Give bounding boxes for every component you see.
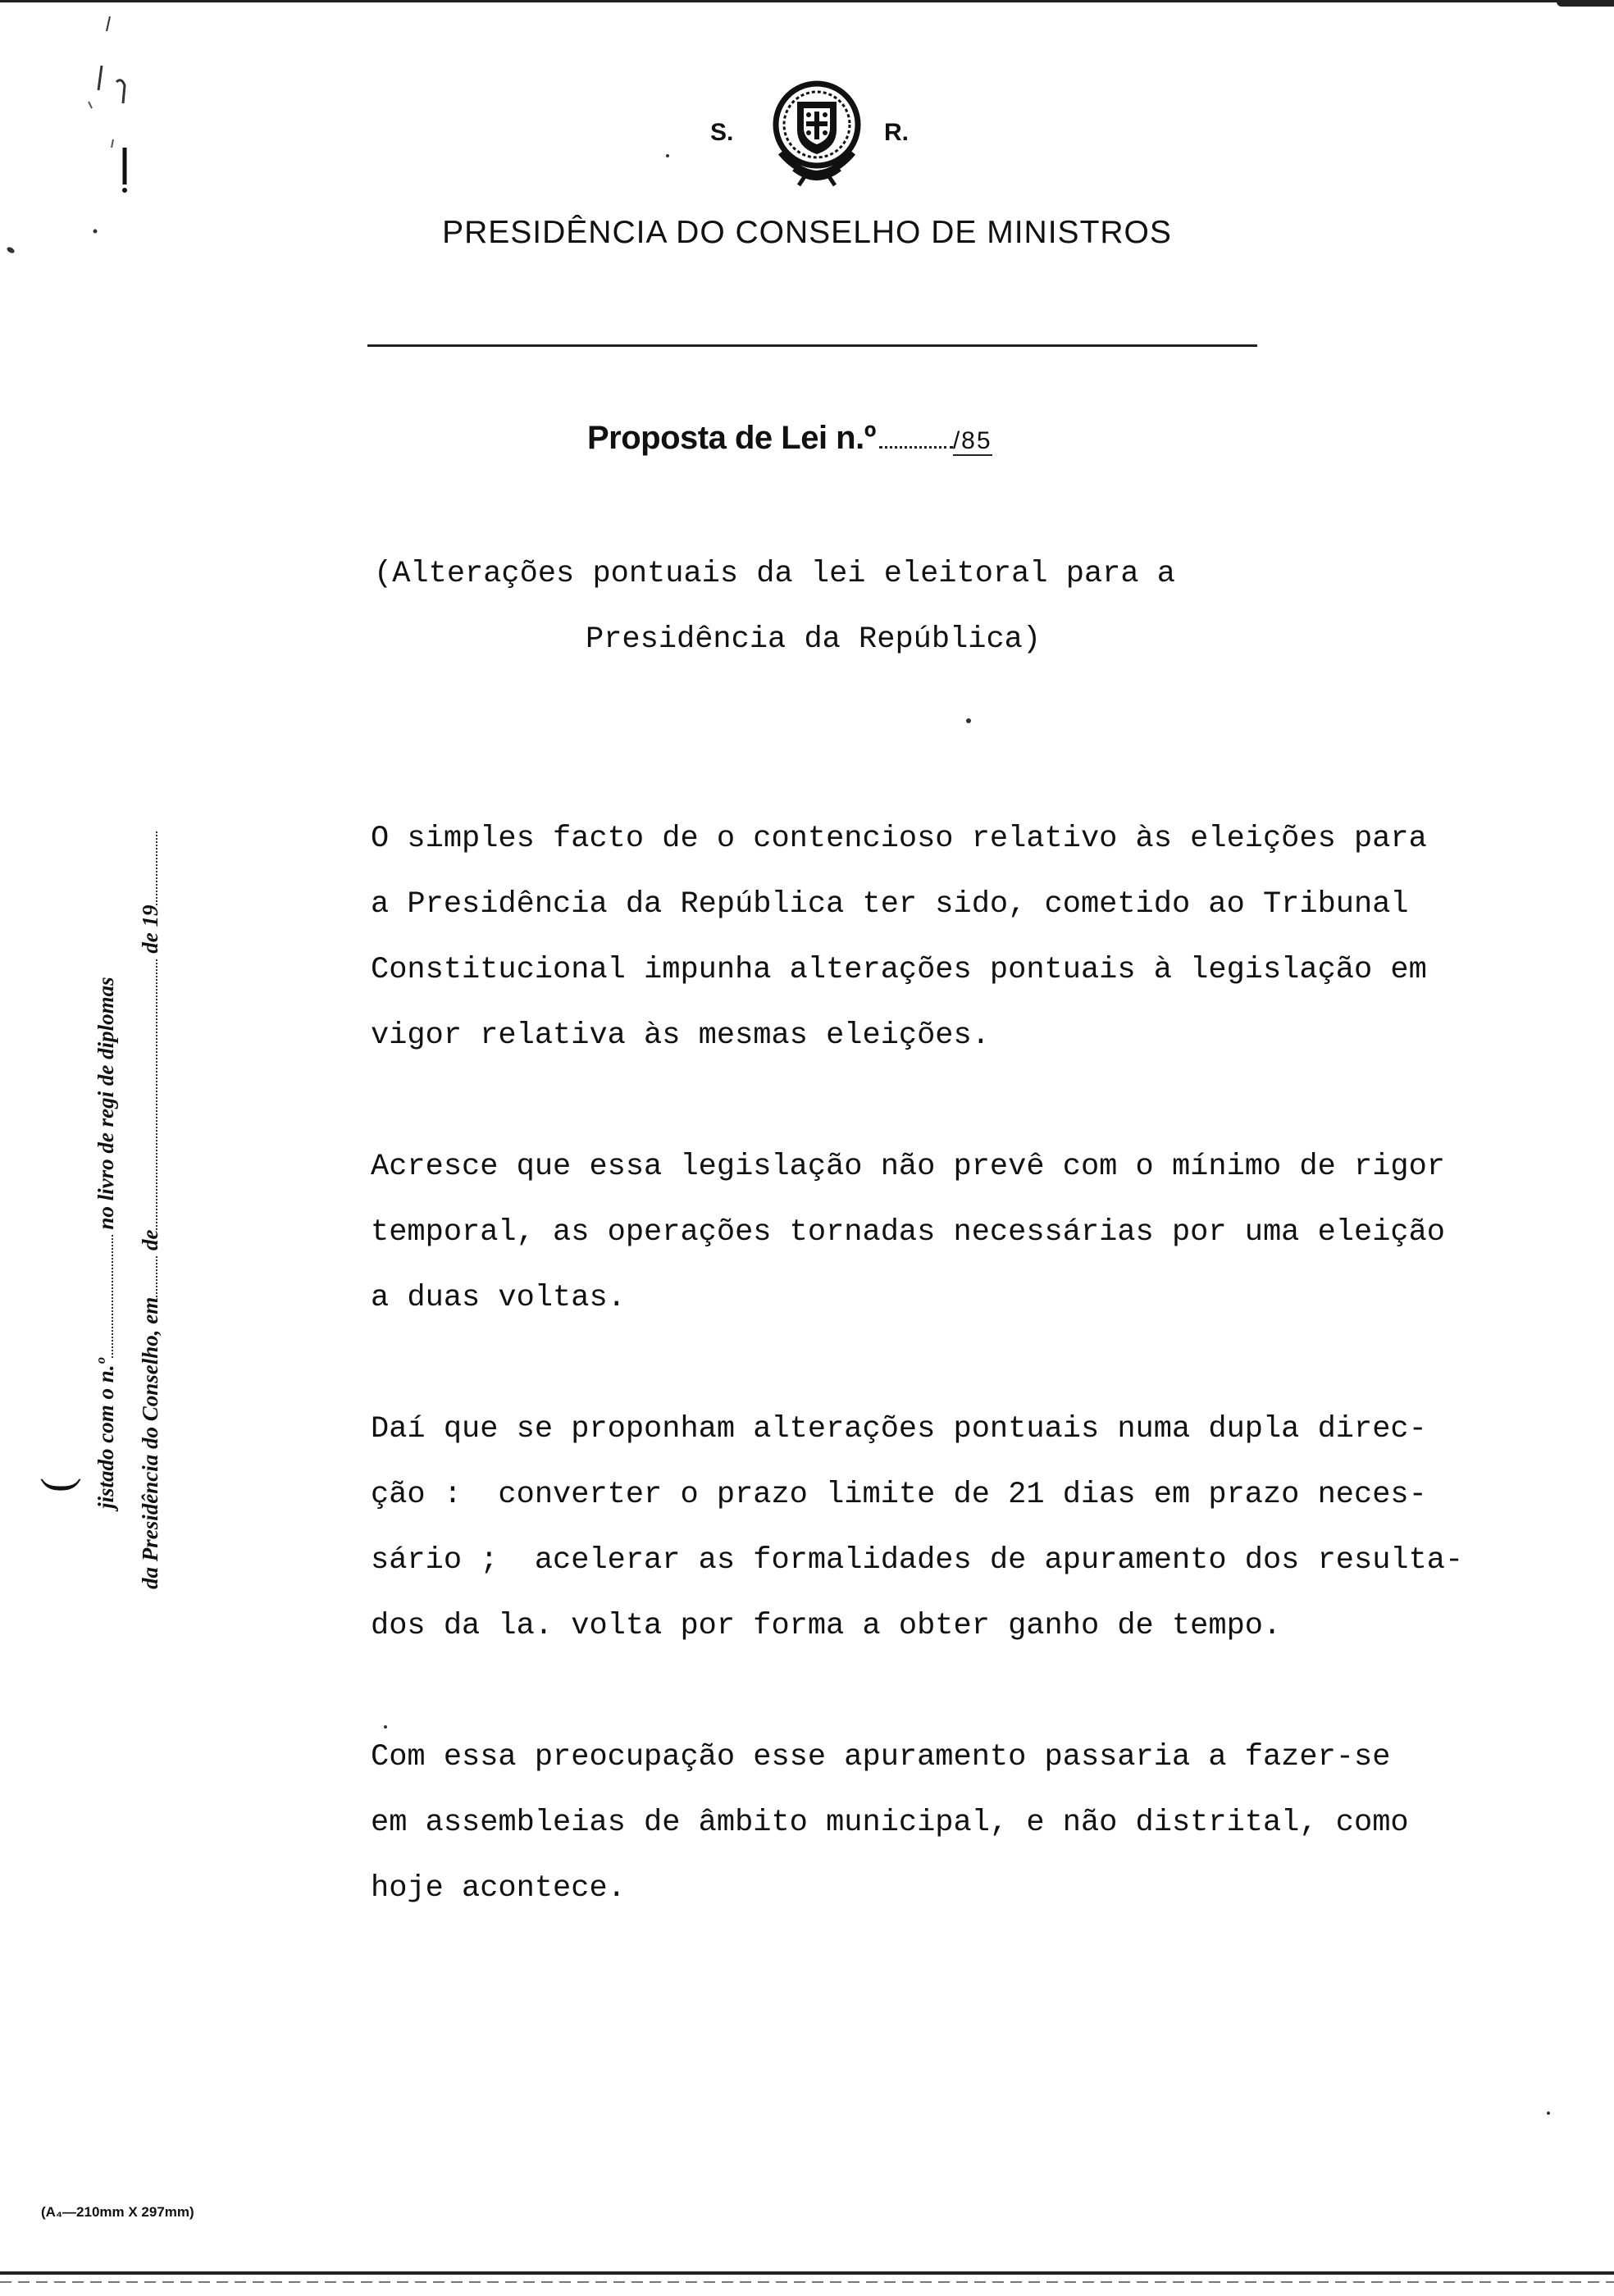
margin-year-label: de 19: [138, 904, 162, 954]
page-format-note: (A₄—210mm X 297mm): [41, 2204, 194, 2220]
margin-registered-label: jistado com o n.º: [93, 1358, 118, 1509]
proposta-label: Proposta de Lei n.º: [587, 420, 876, 456]
body-paragraph-4: Com essa preocupação esse apuramento passaria a fazer-se em assembleias de âmbito municipal, e não distrital, como hoje acontece.: [371, 1740, 1409, 1906]
margin-blank-day: [156, 1256, 157, 1297]
proposta-number: /85: [952, 427, 992, 454]
header-letter-s: S.: [710, 119, 734, 146]
margin-diplomas-label: de diplomas: [93, 977, 118, 1086]
body-paragraph-2: Acresce que essa legislação não prevê com o mínimo de rigor temporal, as operações tornadas necessárias por uma eleição a duas voltas.: [371, 1150, 1446, 1315]
scan-edge-bottom-dashes: [0, 2281, 1614, 2283]
margin-note-line-1: [93, 977, 119, 1509]
margin-blank-year: [156, 831, 157, 905]
coat-of-arms-icon: [769, 77, 864, 187]
institution-title: PRESIDÊNCIA DO CONSELHO DE MINISTROS: [442, 215, 1172, 250]
subtitle-line-2: Presidência da República): [586, 622, 1042, 657]
margin-note-line-2: [138, 831, 163, 1589]
margin-de-label: de: [138, 1229, 162, 1250]
proposta-number-blank: [879, 446, 953, 449]
body-paragraph-1: O simples facto de o contencioso relativo às eleições para a Presidência da República ter sido, cometido ao Tribunal Constitucional impunha alterações pontuais à legislação em vigor relativa às mesmas eleições.: [371, 822, 1427, 1053]
scan-edge-top: [0, 0, 1614, 2]
body-paragraph-3: Daí que se proponham alterações pontuais numa dupla direc- ção : converter o prazo limite de 21 dias em prazo neces- sário ; acelerar as formalidades de apuramento dos resulta- dos da la. volta por forma a obter ganho de tempo.: [371, 1412, 1464, 1643]
header-divider: [367, 344, 1257, 347]
margin-book-label: no livro de regi: [93, 1091, 118, 1230]
scan-edge-corner: [1557, 0, 1614, 7]
margin-blank-number: [112, 1235, 113, 1358]
document-body: [371, 806, 1568, 1987]
margin-blank-month: [156, 959, 157, 1230]
subtitle-line-1: (Alterações pontuais da lei eleitoral para a: [374, 557, 1175, 591]
scan-edge-bottom: [0, 2271, 1614, 2275]
header-letter-r: R.: [884, 119, 909, 146]
proposta-heading: [587, 420, 992, 457]
margin-bracket-icon: (: [31, 1478, 81, 1492]
document-subtitle: [374, 541, 1358, 672]
margin-presidency-label: da Presidência do Conselho, em: [138, 1296, 162, 1589]
